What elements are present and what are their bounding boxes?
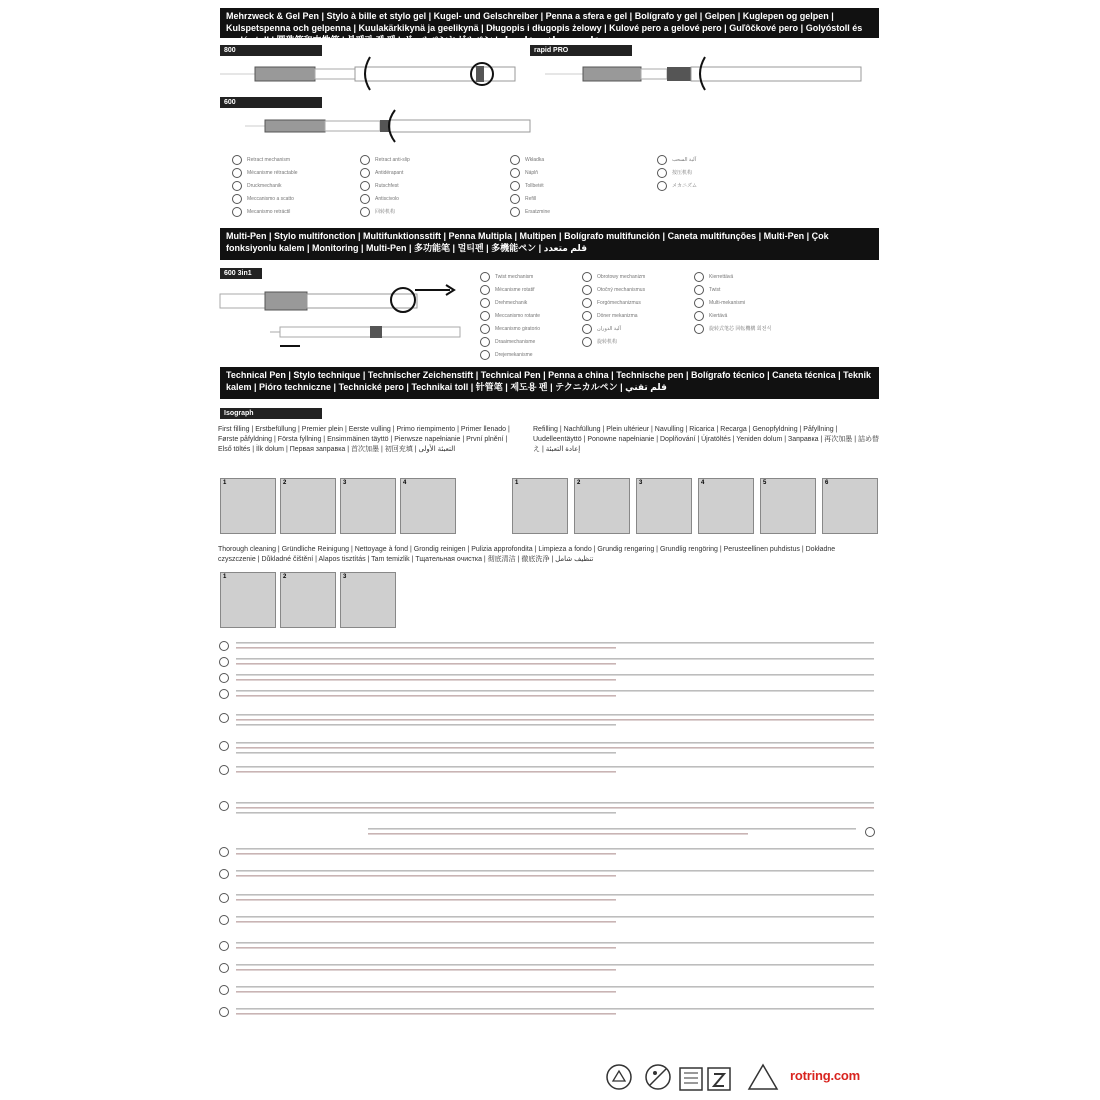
number-circle-icon [582, 337, 592, 347]
fine-print-line [236, 870, 874, 872]
list-item: 旋转机构 [582, 335, 692, 348]
fine-print-line [236, 899, 616, 901]
step-photo: 2 [280, 478, 336, 534]
language-circle-icon [220, 964, 229, 973]
fine-print-line [236, 921, 616, 923]
language-circle-icon [220, 742, 229, 751]
fine-print-line [236, 742, 874, 744]
list-item: Twist [694, 283, 874, 296]
fine-print-line [236, 690, 874, 692]
language-circle-icon [220, 642, 229, 651]
language-circle-icon [220, 802, 229, 811]
section-header-ballpoint [220, 8, 879, 45]
fine-print-line [236, 802, 874, 804]
number-circle-icon [694, 324, 704, 334]
fine-print-line [236, 1008, 874, 1010]
number-circle-icon [232, 155, 242, 165]
number-circle-icon [480, 337, 490, 347]
600-pen-illustration [245, 108, 535, 148]
fine-print-line [236, 916, 874, 918]
language-circle-icon [220, 658, 229, 667]
fine-print-line [236, 807, 874, 809]
list-item: Mecanismo retráctil [232, 205, 347, 218]
fine-print-line [236, 647, 616, 649]
fine-print-line [236, 964, 874, 966]
first-filling-title: First filling | Erstbefüllung | Premier plein | Eerste vulling | Primo riempimento | Primer llenado | Første påfyldning | Första fyllning | Ensimmäinen täyttö | Pierwsze napełnianie | První plnění | Első töltés | İlk dolum | Первая заправка | 首次加墨 | 初回充填 | التعبئة الأولى [218, 426, 510, 453]
pen-model-tag: rapid PRO [530, 45, 632, 56]
list-item: Mécanisme rotatif [480, 283, 585, 296]
fine-print-line [368, 833, 748, 835]
fine-print-line [236, 642, 874, 644]
feature-list-f [582, 270, 692, 348]
list-item: Druckmechanik [232, 179, 347, 192]
step-photo: 1 [220, 572, 276, 628]
fine-print-line [236, 752, 616, 754]
fine-print-line [236, 812, 616, 814]
fine-print-line [236, 969, 616, 971]
language-circle-icon [220, 916, 229, 925]
list-item: Mécanisme rétractable [232, 166, 347, 179]
number-circle-icon [694, 311, 704, 321]
number-circle-icon [480, 272, 490, 282]
list-item: آلية السحب [657, 153, 867, 166]
feature-list-e [480, 270, 585, 361]
list-item: Meccanismo rotante [480, 309, 585, 322]
list-item: Ersatzmine [510, 205, 640, 218]
list-item: Otočný mechanismus [582, 283, 692, 296]
refilling-title: Refilling | Nachfüllung | Plein ultérieur | Navulling | Ricarica | Recarga | Genopfyldning | Påfyllning | Uudelleentäyttö | Ponowne napełnianie | Doplňování | Újratöltés | Yeniden dolum | Заправка | 再次加墨 | 詰め替え | إعادة التعبئة [533, 426, 879, 453]
list-item: Rutschfest [360, 179, 490, 192]
number-circle-icon [360, 155, 370, 165]
number-circle-icon [582, 272, 592, 282]
no-litter-icon [643, 1062, 673, 1092]
step-photo: 4 [400, 478, 456, 534]
fine-print-line [236, 747, 874, 749]
language-circle-icon [220, 674, 229, 683]
step-photo: 6 [822, 478, 878, 534]
list-item: Multi-mekanismi [694, 296, 874, 309]
list-item: 回转机构 [360, 205, 490, 218]
fine-print-line [236, 853, 616, 855]
number-circle-icon [232, 194, 242, 204]
step-photo: 2 [280, 572, 336, 628]
number-circle-icon [694, 272, 704, 282]
language-circle-icon [220, 942, 229, 951]
list-item: 按压机构 [657, 166, 867, 179]
fine-print-line [236, 771, 616, 773]
number-circle-icon [510, 194, 520, 204]
fine-print-line [236, 1013, 616, 1015]
list-item: Retract anti-slip [360, 153, 490, 166]
number-circle-icon [360, 207, 370, 217]
fine-print-line [236, 766, 874, 768]
number-circle-icon [360, 181, 370, 191]
fine-print-line [368, 828, 856, 830]
recycling-icon [604, 1062, 634, 1092]
fine-print-line [236, 942, 874, 944]
number-circle-icon [582, 298, 592, 308]
feature-list-c [510, 153, 640, 218]
language-circle-icon [220, 870, 229, 879]
number-circle-icon [480, 311, 490, 321]
list-item: Meccanismo a scatto [232, 192, 347, 205]
section-header-multipen [220, 228, 879, 260]
section-header-technical [220, 367, 879, 399]
number-circle-icon [694, 285, 704, 295]
list-item: Drehmechanik [480, 296, 585, 309]
step-photo: 1 [512, 478, 568, 534]
pen-model-tag: 600 3in1 [220, 268, 262, 279]
multipen-illustration [220, 280, 470, 355]
fine-print-line [236, 875, 616, 877]
feature-list-a [232, 153, 347, 218]
number-circle-icon [582, 324, 592, 334]
cleaning-title: Thorough cleaning | Gründliche Reinigung | Nettoyage à fond | Grondig reinigen | Pulizia approfondita | Limpieza a fondo | Grundig rengøring | Grundlig rengöring | Perusteellinen puhdistus | Dokładne czyszczenie | Důkladné čištění | Alapos tisztítás | Tam temizlik | Тщательная очистка | 彻底清洁 | 徹底洗浄 | تنظيف شامل [218, 546, 836, 563]
pen-model-tag: 800 [220, 45, 322, 56]
fine-print-line [236, 986, 874, 988]
list-item: Mecanismo giratorio [480, 322, 585, 335]
language-circle-icon [220, 848, 229, 857]
section-header-technical-text: Technical Pen | Stylo technique | Technischer Zeichenstift | Technical Pen | Penna a china | Technische pen | Bolígrafo técnico | Caneta técnica | Teknik kalem | Pióro techniczne | Technické pero | Technikai toll | 针管笔 | 제도용 펜 | テクニカルペン | قلم تقني [226, 370, 871, 392]
number-circle-icon [232, 168, 242, 178]
feature-list-b [360, 153, 490, 218]
fine-print-line [236, 663, 616, 665]
number-circle-icon [657, 181, 667, 191]
brand-logo-text: rotring.com [790, 1068, 861, 1083]
step-photo: 5 [760, 478, 816, 534]
list-item: Náplň [510, 166, 640, 179]
list-item: Twist mechanism [480, 270, 585, 283]
number-circle-icon [232, 207, 242, 217]
pen-model-tag: 600 [220, 97, 322, 108]
number-circle-icon [480, 285, 490, 295]
warning-triangle-icon [747, 1062, 779, 1092]
list-item: 旋转式笔芯 回転機構 회전식 [694, 322, 874, 335]
number-circle-icon [480, 324, 490, 334]
number-circle-icon [510, 207, 520, 217]
number-circle-icon [480, 298, 490, 308]
list-item: Antidérapant [360, 166, 490, 179]
language-circle-icon [220, 690, 229, 699]
fine-print-line [236, 714, 874, 716]
number-circle-icon [360, 194, 370, 204]
fine-print-line [236, 724, 616, 726]
feature-list-g [694, 270, 874, 335]
number-circle-icon [582, 311, 592, 321]
number-circle-icon [360, 168, 370, 178]
number-circle-icon [510, 155, 520, 165]
pen-model-tag: Isograph [220, 408, 322, 419]
material-code-icon [678, 1062, 738, 1092]
fine-print-line [236, 658, 874, 660]
language-circle-icon [866, 828, 875, 837]
number-circle-icon [694, 298, 704, 308]
list-item: Drejemekanisme [480, 348, 585, 361]
fine-print-line [236, 695, 616, 697]
section-header-multipen-text: Multi-Pen | Stylo multifonction | Multifunktionsstift | Penna Multipla | Multipen | Bolígrafo multifunción | Caneta multifunções | Multi-Pen | Çok fonksiyonlu kalem | Monitoring | Multi-Pen | 多功能笔 | 멀티펜 | 多機能ペン | قلم متعدد [226, 231, 829, 253]
step-photo: 1 [220, 478, 276, 534]
list-item: Draaimechanisme [480, 335, 585, 348]
number-circle-icon [657, 168, 667, 178]
fine-print-lines [218, 640, 880, 1020]
list-item: Kiertävä [694, 309, 874, 322]
language-circle-icon [220, 714, 229, 723]
rapid-pro-pen-illustration [545, 52, 880, 97]
step-photo: 4 [698, 478, 754, 534]
number-circle-icon [510, 181, 520, 191]
number-circle-icon [510, 168, 520, 178]
fine-print-line [236, 991, 616, 993]
number-circle-icon [480, 350, 490, 360]
language-circle-icon [220, 894, 229, 903]
list-item: Forgómechanizmus [582, 296, 692, 309]
language-circle-icon [220, 766, 229, 775]
section-header-ballpoint-text: Mehrzweck & Gel Pen | Stylo à bille et stylo gel | Kugel- und Gelschreiber | Penna a sfera e gel | Bolígrafo y gel | Gelpen | Kuglepen og gelpen | Kulspetspenna och gelpenna | Kuulakärkikynä ja geelikynä | Długopis i długopis żelowy | Kulové pero a gelové pero | Guľôčkové pero | Golyóstoll és zselés toll | 圆珠笔和中性笔 | 볼펜과 젤 펜 | ボールペンとゲルペン | قلم حبر جاف وقلم جل [226, 11, 863, 45]
number-circle-icon [232, 181, 242, 191]
list-item: Wkładka [510, 153, 640, 166]
list-item: Antiscivolo [360, 192, 490, 205]
language-circle-icon [220, 1008, 229, 1017]
ballpoint-pen-illustration [220, 52, 530, 97]
step-photo: 3 [340, 478, 396, 534]
fine-print-line [236, 894, 874, 896]
fine-print-area [218, 640, 880, 1020]
fine-print-line [236, 848, 874, 850]
list-item: آلية الدوران [582, 322, 692, 335]
list-item: Döner mekanizma [582, 309, 692, 322]
fine-print-line [236, 674, 874, 676]
fine-print-line [236, 719, 874, 721]
list-item: Refill [510, 192, 640, 205]
number-circle-icon [582, 285, 592, 295]
language-circle-icon [220, 986, 229, 995]
step-photo: 2 [574, 478, 630, 534]
step-photo: 3 [636, 478, 692, 534]
list-item: Tollbetét [510, 179, 640, 192]
number-circle-icon [657, 155, 667, 165]
list-item: Obrotowy mechanizm [582, 270, 692, 283]
list-item: Kierrettävä [694, 270, 874, 283]
list-item: メカニズム [657, 179, 867, 192]
fine-print-line [236, 947, 616, 949]
fine-print-line [236, 679, 616, 681]
step-photo: 3 [340, 572, 396, 628]
list-item: Retract mechanism [232, 153, 347, 166]
feature-list-d [657, 153, 867, 192]
